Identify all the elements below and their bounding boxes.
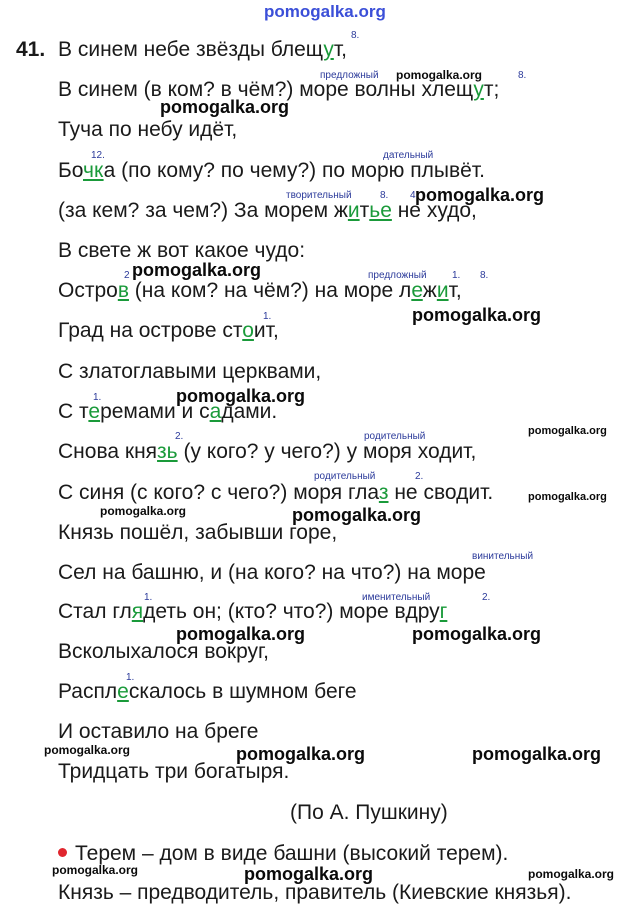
poem-line-19: Тридцать три богатыря. xyxy=(58,760,290,783)
watermark: pomogalka.org xyxy=(292,505,422,525)
annotation-case: винительный xyxy=(472,551,534,562)
glossary-line-1: Терем – дом в виде башни (высокий терем). xyxy=(58,842,508,866)
watermark: pomogalka.org xyxy=(236,744,366,764)
watermark: pomogalka.org xyxy=(528,425,607,437)
watermark: pomogalka.org xyxy=(44,743,131,757)
watermark: pomogalka.org xyxy=(412,624,542,644)
watermark: pomogalka.org xyxy=(528,491,607,503)
annotation-number: 2 xyxy=(124,270,130,281)
annotation-case: предложный xyxy=(320,70,379,81)
watermark: pomogalka.org xyxy=(176,386,306,406)
annotation-number: 4 xyxy=(410,190,416,201)
annotation-number: 12. xyxy=(91,150,105,161)
poem-line-17: Расплескалось в шумном беге xyxy=(58,680,357,703)
annotation-number: 8. xyxy=(518,70,527,81)
glossary-line-2: Князь – предводитель, правитель (Киевские князья). xyxy=(58,881,572,904)
poem-line-18: И оставило на бреге xyxy=(58,720,259,743)
annotation-case: предложный xyxy=(368,270,427,281)
poem-line-6: В свете ж вот какое чудо: xyxy=(58,239,306,262)
annotation-case: дательный xyxy=(383,150,434,161)
watermark: pomogalka.org xyxy=(176,624,306,644)
watermark: pomogalka.org xyxy=(415,185,545,205)
annotation-number: 8. xyxy=(380,190,389,201)
annotation-number: 8. xyxy=(351,30,360,41)
author: (По А. Пушкину) xyxy=(290,801,448,824)
exercise-number: 41. xyxy=(16,38,46,61)
annotation-number: 2. xyxy=(415,471,424,482)
annotation-number: 1. xyxy=(126,672,135,683)
poem-line-15: Стал глядеть он; (кто? что?) море вдруг xyxy=(58,600,448,623)
poem-line-10: С теремами и садами. xyxy=(58,400,278,423)
annotation-case: именительный xyxy=(362,592,431,603)
poem-line-14: Сел на башню, и (на кого? на что?) на море xyxy=(58,561,486,584)
annotation-number: 2. xyxy=(482,592,491,603)
watermark: pomogalka.org xyxy=(160,97,290,117)
watermark: pomogalka.org xyxy=(100,504,187,518)
annotation-number: 8. xyxy=(480,270,489,281)
bullet-icon xyxy=(58,848,67,857)
poem-line-9: С златоглавыми церквами, xyxy=(58,360,322,383)
watermark: pomogalka.org xyxy=(472,744,602,764)
watermark: pomogalka.org xyxy=(412,305,542,325)
annotation-case: родительный xyxy=(364,431,426,442)
watermark: pomogalka.org xyxy=(528,867,615,881)
annotation-number: 1. xyxy=(144,592,153,603)
annotation-case: творительный xyxy=(286,190,352,201)
poem-line-16: Всколыхалося вокруг, xyxy=(58,640,269,663)
annotation-number: 1. xyxy=(263,311,272,322)
poem-line-11: Снова князь (у кого? у чего?) у моря ходит, xyxy=(58,440,477,463)
annotation-number: 1. xyxy=(93,392,102,403)
poem-line-7: Остров (на ком? на чём?) на море лежит, xyxy=(58,279,462,302)
poem-line-5: (за кем? за чем?) За морем житье не худо, xyxy=(58,199,477,222)
watermark: pomogalka.org xyxy=(396,68,483,82)
poem-line-4: Бочка (по кому? по чему?) по морю плывёт. xyxy=(58,159,485,182)
poem-line-8: Град на острове стоит, xyxy=(58,319,279,342)
annotation-case: родительный xyxy=(314,471,376,482)
watermark: pomogalka.org xyxy=(244,864,374,884)
watermark: pomogalka.org xyxy=(132,260,262,280)
watermark: pomogalka.org xyxy=(52,863,139,877)
poem-line-12: С синя (с кого? с чего?) моря глаз не сводит. xyxy=(58,481,494,504)
annotation-number: 2. xyxy=(175,431,184,442)
watermark-top: pomogalka.org xyxy=(264,2,386,21)
poem-line-3: Туча по небу идёт, xyxy=(58,118,238,141)
poem-line-2: В синем (в ком? в чём?) море волны хлещут; xyxy=(58,78,500,101)
annotation-number: 1. xyxy=(452,270,461,281)
poem-line-1: В синем небе звёзды блещут, xyxy=(58,38,347,61)
poem-line-13: Князь пошёл, забывши горе, xyxy=(58,521,338,544)
